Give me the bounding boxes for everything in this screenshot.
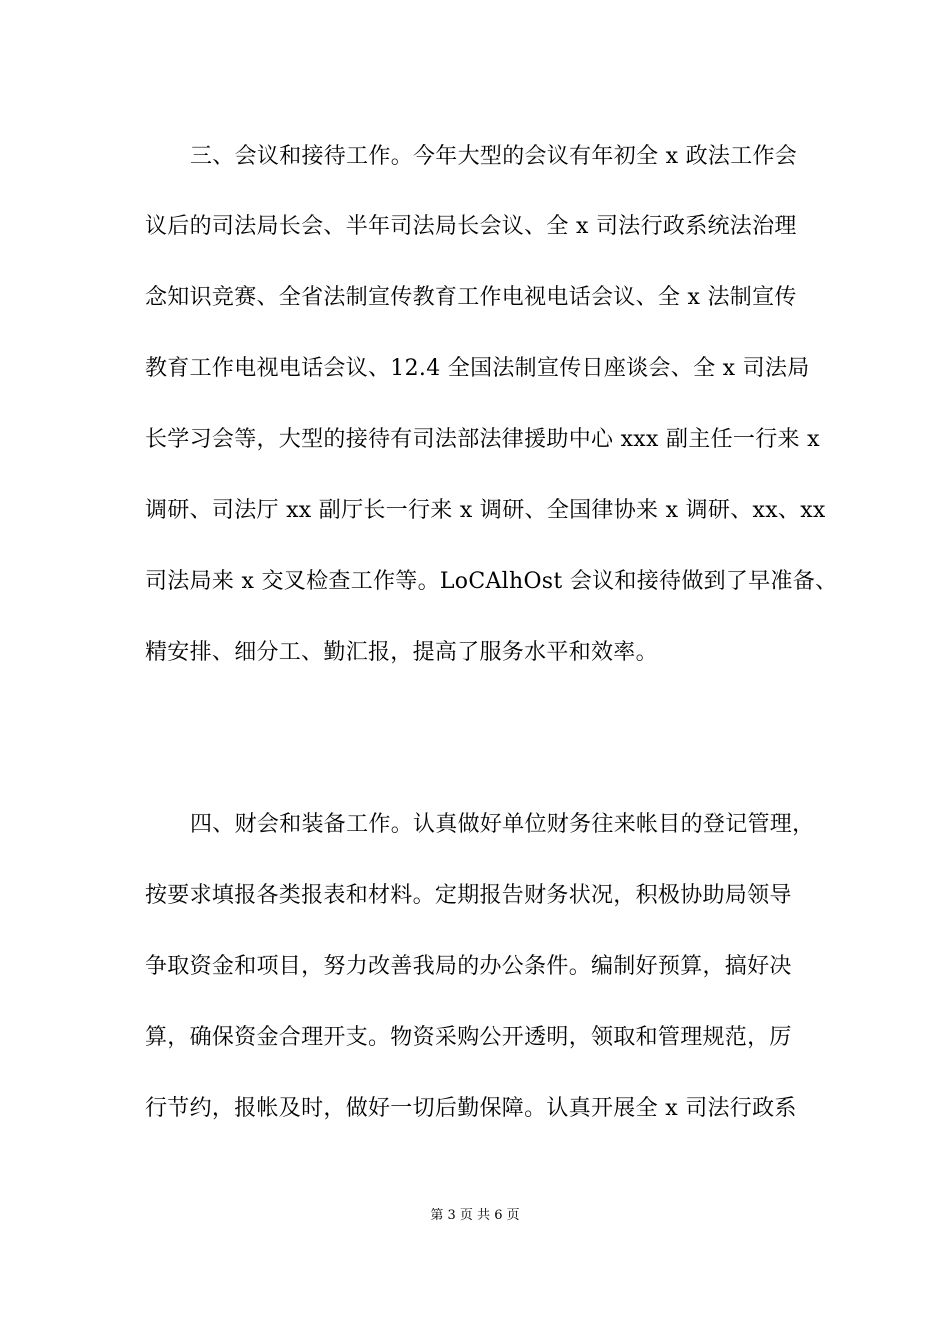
paragraph-4-line-4: 算，确保资金合理开支。物资采购公开透明，领取和管理规范，厉 [145, 1025, 792, 1050]
paragraph-4-line-2: 按要求填报各类报表和材料。定期报告财务状况，积极协助局领导 [145, 883, 792, 908]
paragraph-3-line-4: 教育工作电视电话会议、12.4 全国法制宣传日座谈会、全 x 司法局 [145, 356, 810, 381]
paragraph-4-line-1: 四、财会和装备工作。认真做好单位财务往来帐目的登记管理， [190, 812, 815, 837]
paragraph-4-line-5: 行节约，报帐及时，做好一切后勤保障。认真开展全 x 司法行政系 [145, 1096, 797, 1121]
page-number-footer: 第 3 页 共 6 页 [430, 1208, 520, 1223]
paragraph-3-line-5: 长学习会等，大型的接待有司法部法律援助中心 xxx 副主任一行来 x [145, 427, 820, 452]
paragraph-4-line-3: 争取资金和项目，努力改善我局的办公条件。编制好预算，搞好决 [145, 954, 792, 979]
paragraph-3-line-8: 精安排、细分工、勤汇报，提高了服务水平和效率。 [145, 640, 658, 665]
paragraph-3-line-2: 议后的司法局长会、半年司法局长会议、全 x 司法行政系统法治理 [145, 214, 797, 239]
paragraph-3-line-1: 三、会议和接待工作。今年大型的会议有年初全 x 政法工作会 [190, 144, 798, 169]
paragraph-3-line-7: 司法局来 x 交叉检查工作等。LoCAlhOst 会议和接待做到了早准备、 [145, 569, 838, 594]
paragraph-3-line-3: 念知识竞赛、全省法制宣传教育工作电视电话会议、全 x 法制宣传 [145, 285, 797, 310]
paragraph-3-line-6: 调研、司法厅 xx 副厅长一行来 x 调研、全国律协来 x 调研、xx、xx [145, 498, 826, 523]
